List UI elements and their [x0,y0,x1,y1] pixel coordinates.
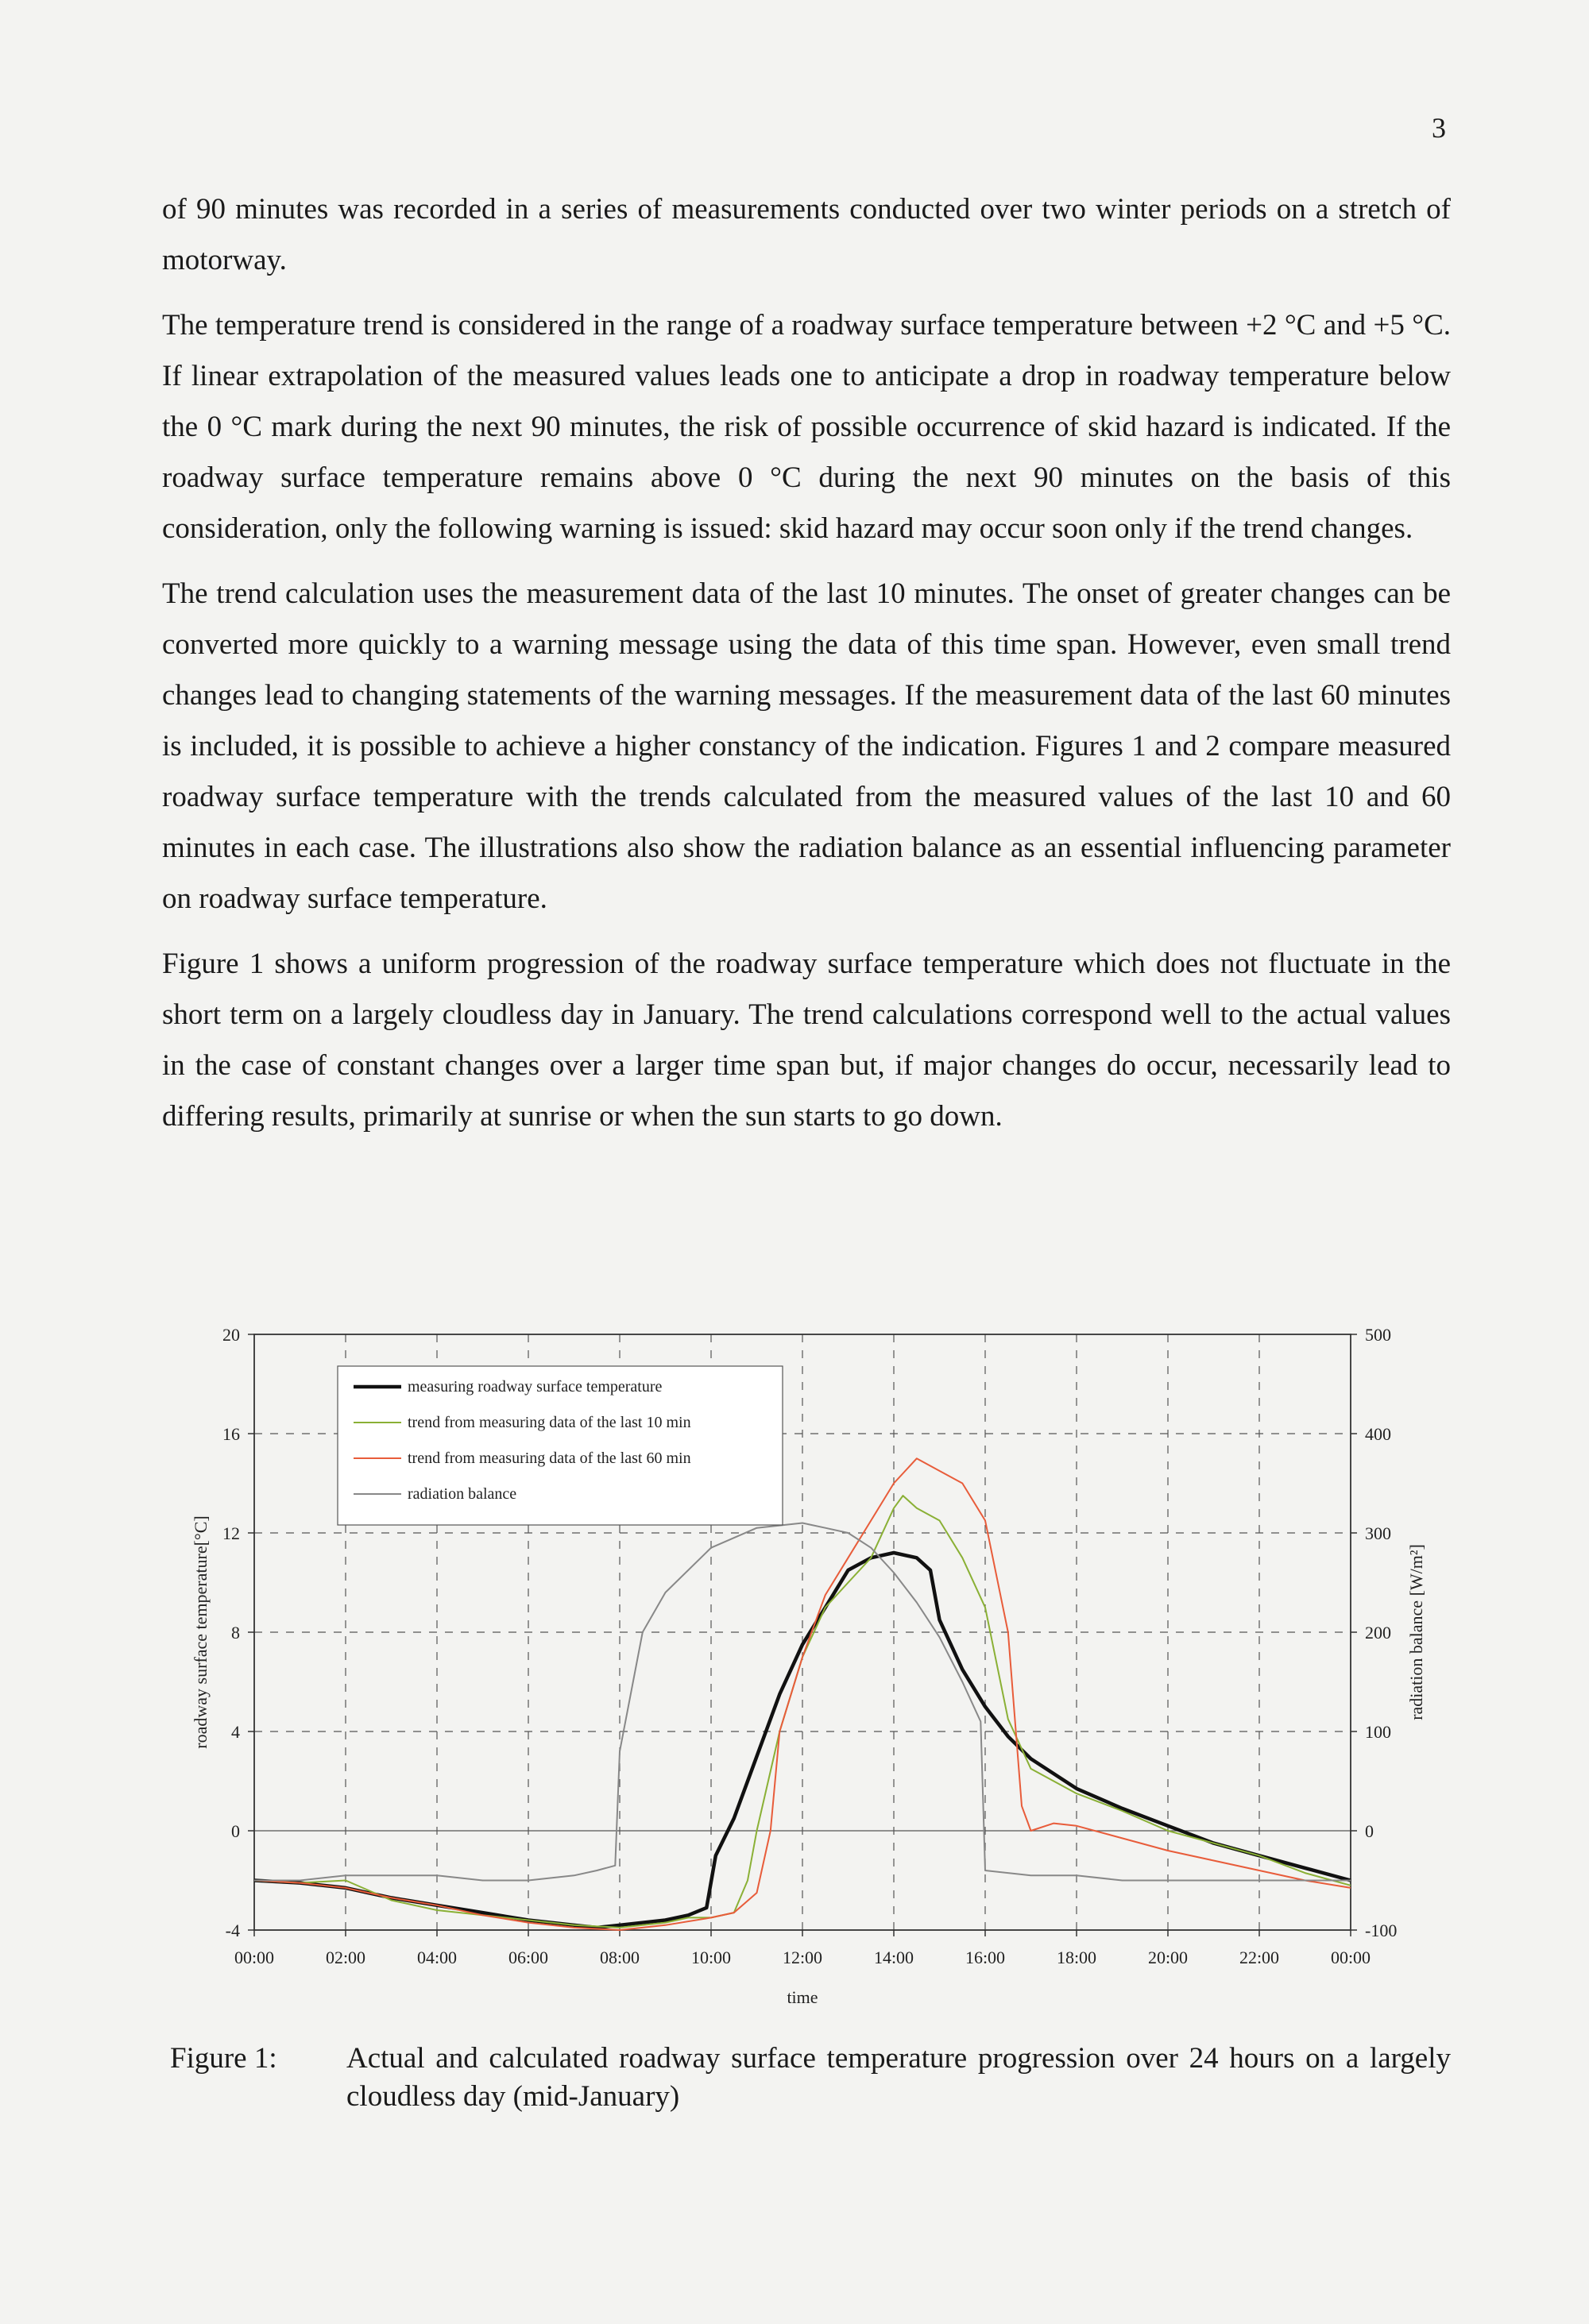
legend-entry: measuring roadway surface temperature [408,1378,663,1396]
y-tick-label: 0 [231,1821,240,1841]
x-tick-label: 00:00 [1330,1948,1371,1967]
x-tick-label: 22:00 [1239,1948,1280,1967]
paragraph: of 90 minutes was recorded in a series of measurements conducted over two winter periods on a stretch of motorway. [162,193,1451,276]
paragraph: The temperature trend is considered in the range of a roadway surface temperature between +2 °C and +5 °C. If linear extrapolation of the measured values leads one to anticipate a drop in roadway temperature below the 0 °C mark during the next 90 minutes, the risk of possible occurrence of skid hazard is indicated. If the roadway surface temperature remains above 0 °C during the next 90 minutes on the basis of this consideration, only the following warning is issued: skid hazard may occur soon only if the trend changes. [162,309,1451,545]
legend-entry: trend from measuring data of the last 10 min [408,1414,691,1431]
x-tick-label: 20:00 [1147,1948,1189,1967]
paragraph: Figure 1 shows a uniform progression of the roadway surface temperature which does not fluctuate in the short term on a largely cloudless day in January. The trend calculations correspond well to the actual values in the case of constant changes over a larger time span but, if major changes do occur, necessarily lead to differing results, primarily at sunrise or when the sun starts to go down. [162,948,1451,1133]
y2-tick-label: 400 [1365,1424,1391,1444]
x-tick-label: 04:00 [416,1948,458,1967]
y-tick-label: -4 [225,1921,240,1940]
y-tick-label: 12 [222,1523,240,1543]
y-tick-label: 4 [231,1722,240,1742]
legend-entry: radiation balance [408,1485,517,1503]
y-tick-label: 8 [231,1623,240,1643]
x-tick-label: 02:00 [325,1948,366,1967]
figure-label: Figure 1: [170,2042,277,2075]
x-tick-label: 00:00 [234,1948,275,1967]
chart-legend [338,1366,783,1525]
legend-entry: trend from measuring data of the last 60 min [408,1450,691,1467]
x-tick-label: 16:00 [965,1948,1006,1967]
y2-tick-label: 500 [1365,1325,1391,1345]
x-tick-label: 12:00 [782,1948,823,1967]
y-axis-label: roadway surface temperature[°C] [191,1515,211,1749]
figure-caption-text: Actual and calculated roadway surface temperature progression over 24 hours on a largely cloudless day (mid-January) [346,2042,1451,2113]
y-tick-label: 16 [222,1424,240,1444]
y-tick-label: 20 [222,1325,240,1345]
y2-tick-label: 0 [1365,1821,1374,1841]
y2-tick-label: 200 [1365,1623,1391,1643]
paragraph: The trend calculation uses the measurement data of the last 10 minutes. The onset of greater changes can be converted more quickly to a warning message using the data of this time span. However, even small trend changes lead to changing statements of the warning messages. If the measurement data of the last 60 minutes is included, it is possible to achieve a higher constancy of the indication. Figures 1 and 2 compare measured roadway surface temperature with the trends calculated from the measured values of the last 10 and 60 minutes in each case. The illustrations also show the radiation balance as an essential influencing parameter on roadway surface temperature. [162,577,1451,915]
page-number: 3 [1432,112,1446,144]
y2-axis-label: radiation balance [W/m²] [1406,1544,1426,1720]
x-tick-label: 10:00 [690,1948,732,1967]
y2-tick-label: 300 [1365,1523,1391,1543]
body-text [162,184,1451,1156]
x-axis-label: time [787,1987,818,2007]
y2-tick-label: 100 [1365,1722,1391,1742]
x-tick-label: 18:00 [1056,1948,1097,1967]
x-tick-label: 06:00 [508,1948,549,1967]
temperature-radiation-chart [159,1318,1446,2017]
y2-tick-label: -100 [1365,1921,1398,1940]
x-tick-label: 08:00 [599,1948,640,1967]
x-tick-label: 14:00 [873,1948,914,1967]
